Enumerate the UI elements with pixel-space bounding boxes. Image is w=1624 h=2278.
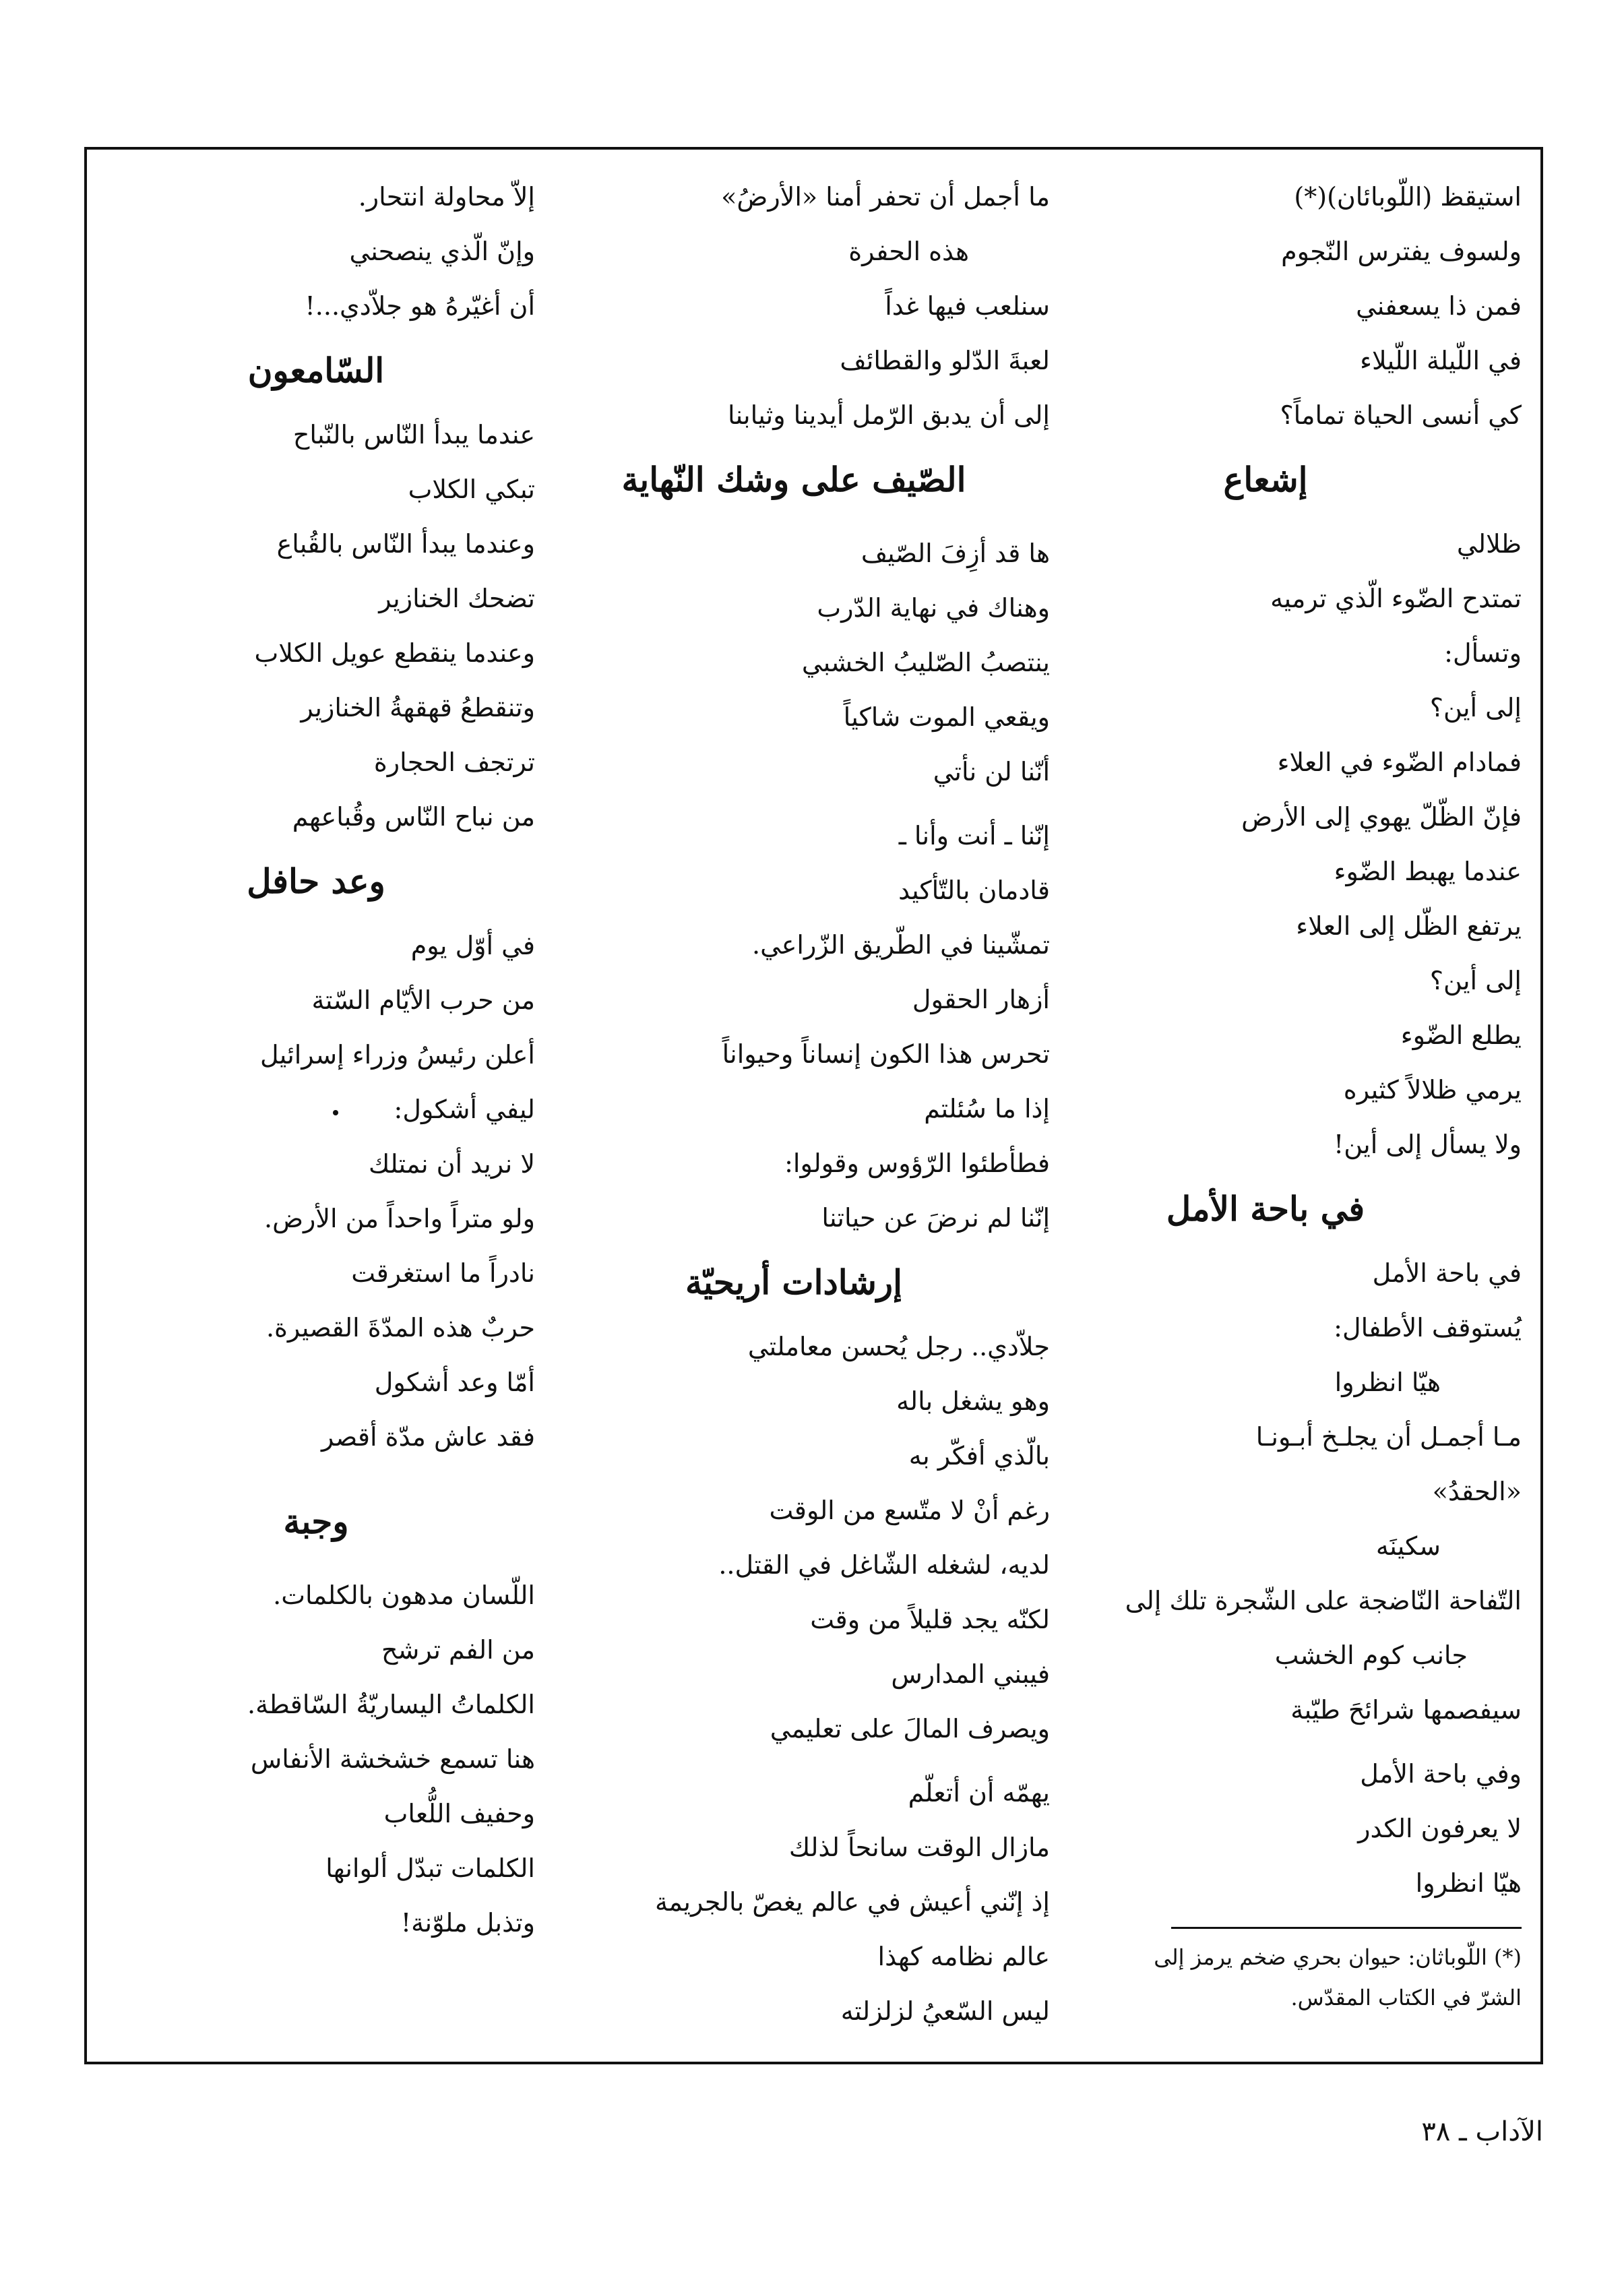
column-right [1050,170,1522,2018]
poem-line: يُستوقف الأطفال: [1334,1313,1522,1343]
poem-line: ويقعي الموت شاكياً [843,702,1050,732]
poem-line: ترتجف الحجارة [373,747,535,777]
poem-line: ما أجمل أن تحفر أمنا «الأرضُ» [721,182,1050,212]
poem-line: إلاّ محاولة انتحار. [358,182,535,212]
poem-line: في باحة الأمل [1372,1258,1522,1288]
column-left [97,170,535,1950]
poem-line: يطلع الضّوء [1400,1020,1522,1050]
poem-line: في اللّيلة اللّيلاء [1360,346,1522,375]
poem-line: هذه الحفرة [848,237,969,266]
poem-line: سيفصمها شرائحَ طيّبة [1290,1695,1522,1725]
poem-line: أمّا وعد أشكول [374,1367,535,1397]
poem-line: نادراً ما استغرقت [351,1258,535,1288]
page-number: الآداب ـ ٣٨ [1421,2116,1543,2147]
poem-line: من حرب الأيّام السّتة [311,985,535,1015]
poem-line: كي أنسى الحياة تماماً؟ [1280,400,1522,430]
poem-line: الكلماتُ اليساريّةُ السّاقطة. [247,1690,535,1719]
poem-line: إنّنا لم نرضَ عن حياتنا [821,1203,1050,1233]
poem-line: ولا يسأل إلى أين! [1333,1130,1522,1159]
poem-title: في باحة الأمل [1166,1189,1365,1229]
poem-line: يرتفع الظّل إلى العلاء [1296,911,1522,941]
poem-line: تبكي الكلاب [408,474,535,504]
poem-line: في أوّل يوم [410,931,535,960]
poem-line: لا نريد أن نمتلك [368,1149,535,1179]
poem-line: ليفي أشكول: [394,1095,535,1124]
poem-line: وتنقطعُ قهقهةُ الخنازير [301,693,535,722]
poem-title: إرشادات أريحيّة [685,1262,902,1302]
poem-line: «الحقدُ» [1432,1477,1522,1506]
stray-dot [333,1110,338,1115]
poem-line: فيبني المدارس [891,1659,1050,1689]
poem-line: تضحك الخنازير [379,584,535,613]
poem-line: رغم أنْ لا متّسع من الوقت [769,1496,1050,1525]
poem-line: عندما يبدأ النّاس بالنّباح [292,420,535,450]
poem-line: ليس السّعيُ لزلزلته [840,1996,1050,2026]
poem-line: ينتصبُ الصّليبُ الخشبي [801,648,1050,677]
poem-line: من الفم ترشح [381,1635,535,1665]
poem-line: سنلعب فيها غداً [885,291,1050,321]
footnote: الشرّ في الكتاب المقدّس. [1290,1985,1522,2010]
poem-line: وهو يشغل باله [896,1386,1050,1416]
poem-title: إشعاع [1223,460,1308,499]
poem-line: إلى أين؟ [1429,966,1522,995]
poem-line: فمن ذا يسعفني [1356,291,1522,321]
poem-line: ها قد أزِفَ الصّيف [861,538,1050,568]
poem-line: فمادام الضّوء في العلاء [1277,747,1522,777]
poem-line: ولسوف يفترس النّجوم [1281,237,1522,266]
poem-line: سكينَه [1375,1531,1441,1561]
poem-line: من نباح النّاس وقُباعهم [292,802,535,832]
poem-line: وإنّ الّذي ينصحني [349,237,535,266]
poem-line: لا يعرفون الكدر [1358,1814,1522,1843]
poem-line: أزهار الحقول [912,985,1050,1014]
poem-line: تمتدح الضّوء الّذي ترميه [1270,584,1522,613]
poem-line: ويصرف المالَ على تعليمي [770,1714,1050,1744]
poem-line: تحرس هذا الكون إنساناً وحيواناً [722,1039,1050,1069]
poem-line: وعندما يبدأ النّاس بالقُباع [276,529,535,559]
poem-line: أعلن رئيسُ وزراء إسرائيل [259,1040,535,1070]
poem-line: هيّا انظروا [1415,1868,1522,1898]
poem-line: تمشّينا في الطّريق الزّراعي. [751,930,1050,960]
poem-line: الكلمات تبدّل ألوانها [325,1853,535,1883]
poem-line: يرمي ظلالاً كثيره [1343,1075,1522,1105]
poem-line: جانب كوم الخشب [1274,1640,1468,1670]
poem-line: إنّنا ـ أنت وأنا ـ [898,821,1050,851]
poem-line: التّفاحة النّاضجة على الشّجرة تلك إلى [1125,1586,1522,1615]
poem-line: إذا ما سُئلتم [924,1094,1050,1123]
poem-line: إلى أين؟ [1429,693,1522,722]
poem-line: اللّسان مدهون بالكلمات. [273,1580,535,1610]
poem-line: مـا أجمـل أن يجلـخ أبـونـا [1255,1422,1522,1452]
poem-line: لكنّه يجد قليلاً من وقت [810,1605,1050,1634]
poem-line: وهناك في نهاية الدّرب [817,593,1050,623]
poem-title: الصّيف على وشك النّهاية [621,460,966,499]
poem-line: فطأطئوا الرّؤوس وقولوا: [784,1148,1050,1178]
footnote: (*) اللّوباثان: حيوان بحري ضخم يرمز إلى [1154,1944,1522,1970]
poem-line: فقد عاش مدّة أقصر [321,1422,535,1452]
poem-title: وعد حافل [247,861,385,901]
page-frame [84,147,1543,2064]
poem-line: بالّذي أفكّر به [908,1441,1050,1471]
poem-line: قادمان بالتّأكيد [898,875,1050,905]
poem-line: عالم نظامه كهذا [877,1942,1050,1971]
poem-line: وفي باحة الأمل [1360,1759,1522,1789]
poem-line: ظلالي [1456,529,1522,559]
poem-line: فإنّ الظّلّ يهوي إلى الأرض [1241,802,1522,832]
poem-line: لديه، لشغله الشّاغل في القتل.. [718,1550,1050,1580]
poem-line: هنا تسمع خشخشة الأنفاس [250,1744,535,1774]
poem-line: وحفيف اللُّعاب [383,1799,535,1828]
poem-line: عندما يهبط الضّوء [1334,857,1522,886]
poem-line: أنّنا لن نأتي [933,757,1050,787]
poem-line: يهمّه أن أتعلّم [908,1778,1050,1808]
poem-line: هيّا انظروا [1334,1367,1441,1397]
poem-line: حربٌ هذه المدّةَ القصيرة. [266,1313,535,1343]
poem-line: ولو متراً واحداً من الأرض. [263,1204,535,1233]
poem-line: مازال الوقت سانحاً لذلك [788,1833,1050,1862]
poem-line: جلاّدي.. رجل يُحسن معاملتي [747,1332,1050,1361]
poem-line: إذ إنّني أعيش في عالم يغصّ بالجريمة [655,1887,1050,1917]
poem-title: السّامعون [247,350,385,390]
poem-line: وعندما ينقطع عويل الكلاب [254,638,535,668]
poem-line: لعبةَ الدّلو والقطائف [840,346,1050,375]
poem-title: وجبة [283,1502,349,1541]
poem-line: وتذبل ملوّنة! [400,1908,535,1938]
poem-line: وتسأل: [1444,638,1522,668]
column-middle [538,170,1050,2039]
footnote-rule [1171,1927,1522,1929]
poem-line: أن أغيّرهُ هو جلاّدي...! [305,291,535,321]
poem-line: استيقظ (اللّوبائان)(*) [1294,182,1522,212]
poem-line: إلى أن يدبق الرّمل أيدينا وثيابنا [728,400,1050,430]
